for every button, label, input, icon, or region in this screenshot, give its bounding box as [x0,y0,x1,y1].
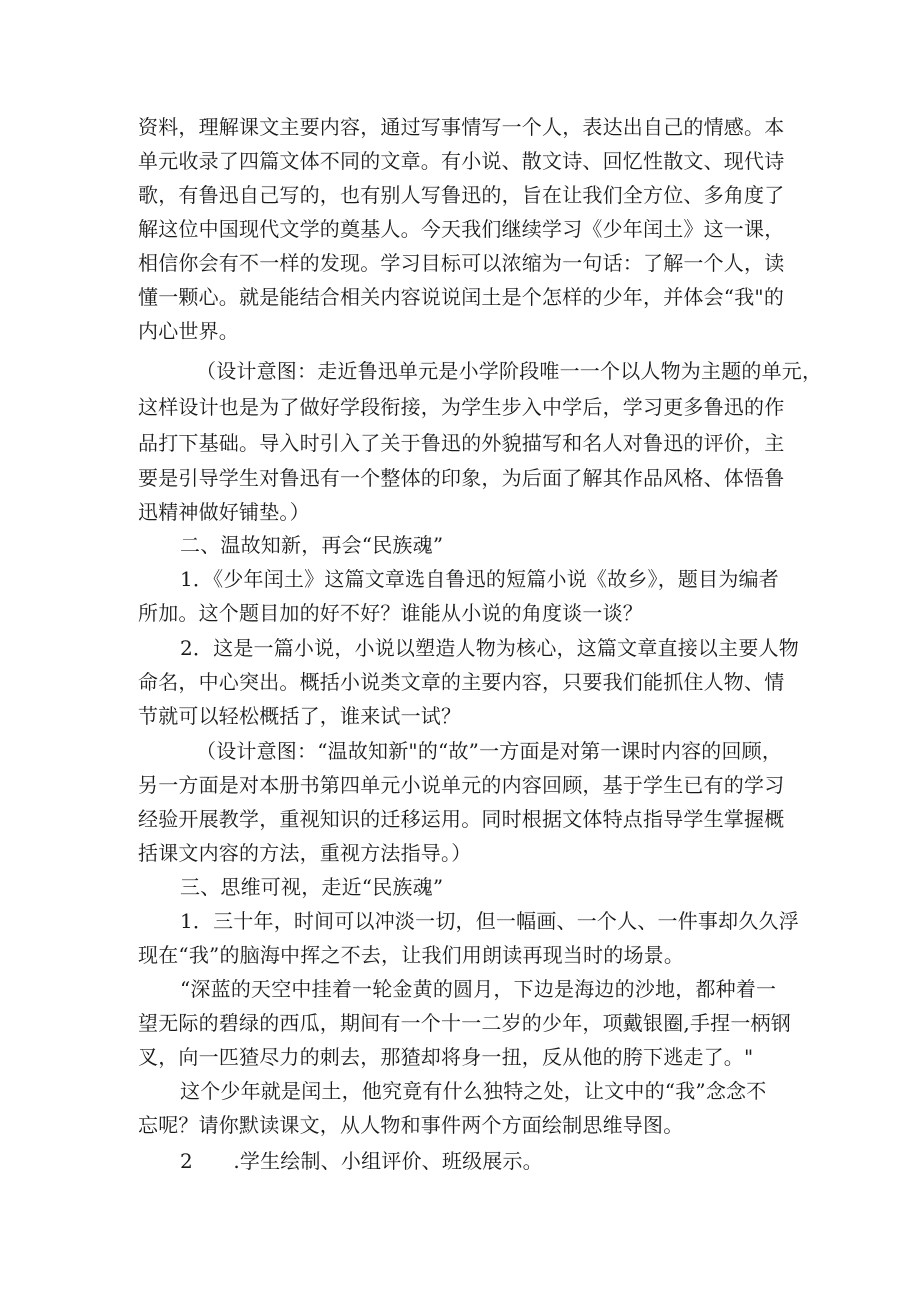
section-heading: 三、思维可视，走近“民族魂” [180,875,444,899]
numbered-item-line: 命名，中心突出。概括小说类文章的主要内容，只要我们能抓住人物、情 [138,670,785,694]
design-intent-line: （设计意图：“温故知新"的“故”一方面是对第一课时内容的回顾， [196,739,783,763]
numbered-item-line: 2 .学生绘制、小组评价、班级展示。 [180,1149,543,1173]
paragraph-line: 解这位中国现代文学的奠基人。今天我们继续学习《少年闰土》这一课， [138,217,785,241]
quote-line: “深蓝的天空中挂着一轮金黄的圆月，下边是海边的沙地，都种着一 [180,977,777,1001]
numbered-item-line: 2．这是一篇小说，小说以塑造人物为核心，这篇文章直接以主要人物 [180,636,799,660]
design-intent-line: 经验开展教学，重视知识的迁移运用。同时根据文体特点指导学生掌握概 [138,807,785,831]
numbered-item-line: 1．三十年，时间可以冲淡一切，但一幅画、一个人、一件事却久久浮 [180,909,799,933]
numbered-item-line: 1．《少年闰土》这篇文章选自鲁迅的短篇小说《故乡》，题目为编者 [180,567,779,591]
paragraph-line: 相信你会有不一样的发现。学习目标可以浓缩为一句话：了解一个人，读 [138,251,785,275]
design-intent-line: 另一方面是对本册书第四单元小说单元的内容回顾，基于学生已有的学习 [138,773,785,797]
paragraph-line: 单元收录了四篇文体不同的文章。有小说、散文诗、回忆性散文、现代诗 [138,149,785,173]
section-heading: 二、温故知新，再会“民族魂” [180,533,444,557]
paragraph-line: 忘呢？请你默读课文，从人物和事件两个方面绘制思维导图。 [138,1113,684,1137]
numbered-item-line: 现在“我”的脑海中挥之不去，让我们用朗读再现当时的场景。 [138,943,685,967]
design-intent-line: （设计意图：走近鲁迅单元是小学阶段唯一一个以人物为主题的单元， [196,359,823,383]
design-intent-line: 迅精神做好铺垫。） [138,500,310,524]
paragraph-line: 这个少年就是闰土，他究竟有什么独特之处，让文中的“我”念念不 [180,1079,767,1103]
numbered-item-line: 所加。这个题目加的好不好？谁能从小说的角度谈一谈？ [138,601,643,625]
design-intent-line: 这样设计也是为了做好学段衔接，为学生步入中学后，学习更多鲁迅的作 [138,395,785,419]
paragraph-line: 资料，理解课文主要内容，通过写事情写一个人，表达出自己的情感。本 [138,115,785,139]
paragraph-line: 内心世界。 [138,319,239,343]
numbered-item-line: 节就可以轻松概括了，谁来试一试？ [138,704,462,728]
design-intent-line: 要是引导学生对鲁迅有一个整体的印象，为后面了解其作品风格、体悟鲁 [138,466,785,490]
design-intent-line: 品打下基础。导入时引入了关于鲁迅的外貌描写和名人对鲁迅的评价，主 [138,431,785,455]
design-intent-line: 括课文内容的方法，重视方法指导。） [138,841,472,865]
paragraph-line: 歌，有鲁迅自己写的，也有别人写鲁迅的，旨在让我们全方位、多角度了 [138,183,785,207]
quote-line: 叉，向一匹猹尽力的刺去，那猹却将身一扭，反从他的胯下逃走了。" [138,1045,754,1069]
quote-line: 望无际的碧绿的西瓜，期间有一个十一二岁的少年，项戴银圈,手捏一柄钢 [138,1011,791,1035]
paragraph-line: 懂一颗心。就是能结合相关内容说说闰土是个怎样的少年，并体会“我"的 [138,285,785,309]
